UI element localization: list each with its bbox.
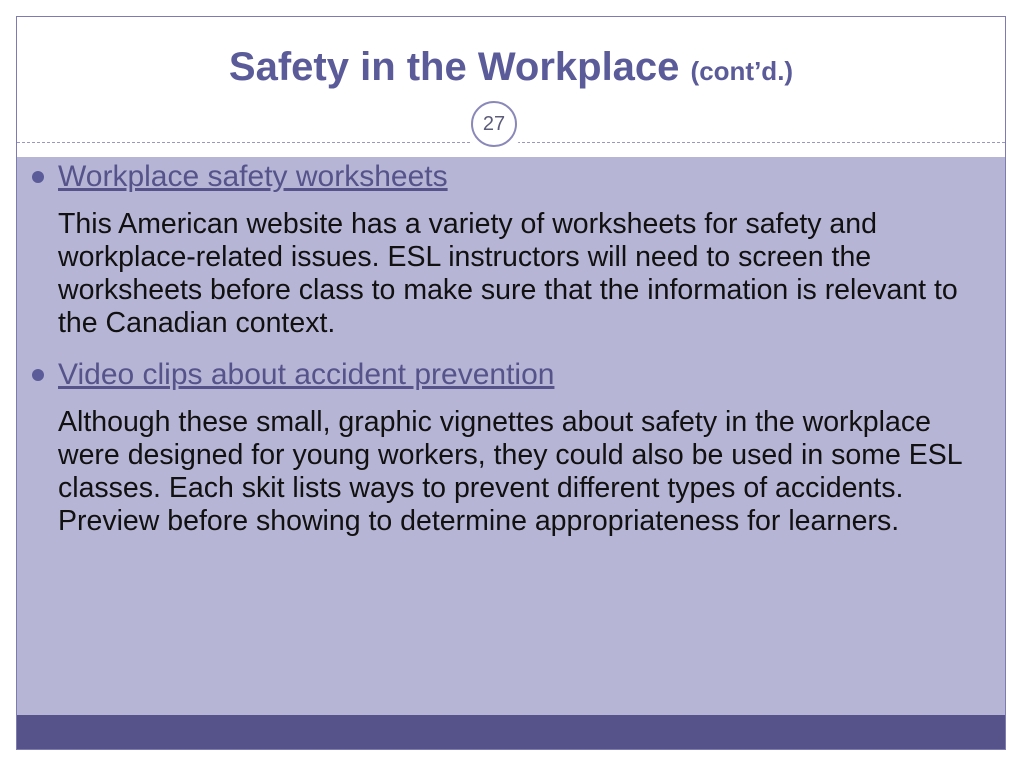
- footer-bar: [17, 715, 1005, 749]
- page-number-badge: [466, 96, 524, 154]
- slide-title: [17, 45, 1005, 90]
- worksheets-description: This American website has a variety of worksheets for safety and workplace-related issues. ESL instructors will need to screen the worksheets before class to make sure that the information is relevant to the Canadian context.: [58, 208, 958, 339]
- title-subtitle: (cont’d.): [690, 56, 794, 86]
- worksheets-link[interactable]: Workplace safety worksheets: [58, 160, 448, 193]
- list-item: [28, 356, 968, 538]
- bullet-list: [28, 158, 968, 554]
- title-main: Safety in the Workplace: [228, 45, 680, 89]
- video-clips-link[interactable]: Video clips about accident prevention: [58, 358, 555, 391]
- bullet-icon: [32, 171, 44, 183]
- video-clips-description: Although these small, graphic vignettes about safety in the workplace were designed for young workers, they could also be used in some ESL classes. Each skit lists ways to prevent different types of accidents. Preview before showing to determine appropriateness for learners.: [58, 406, 962, 537]
- bullet-icon: [32, 369, 44, 381]
- page-number: 27: [471, 101, 517, 147]
- list-item: [28, 158, 968, 340]
